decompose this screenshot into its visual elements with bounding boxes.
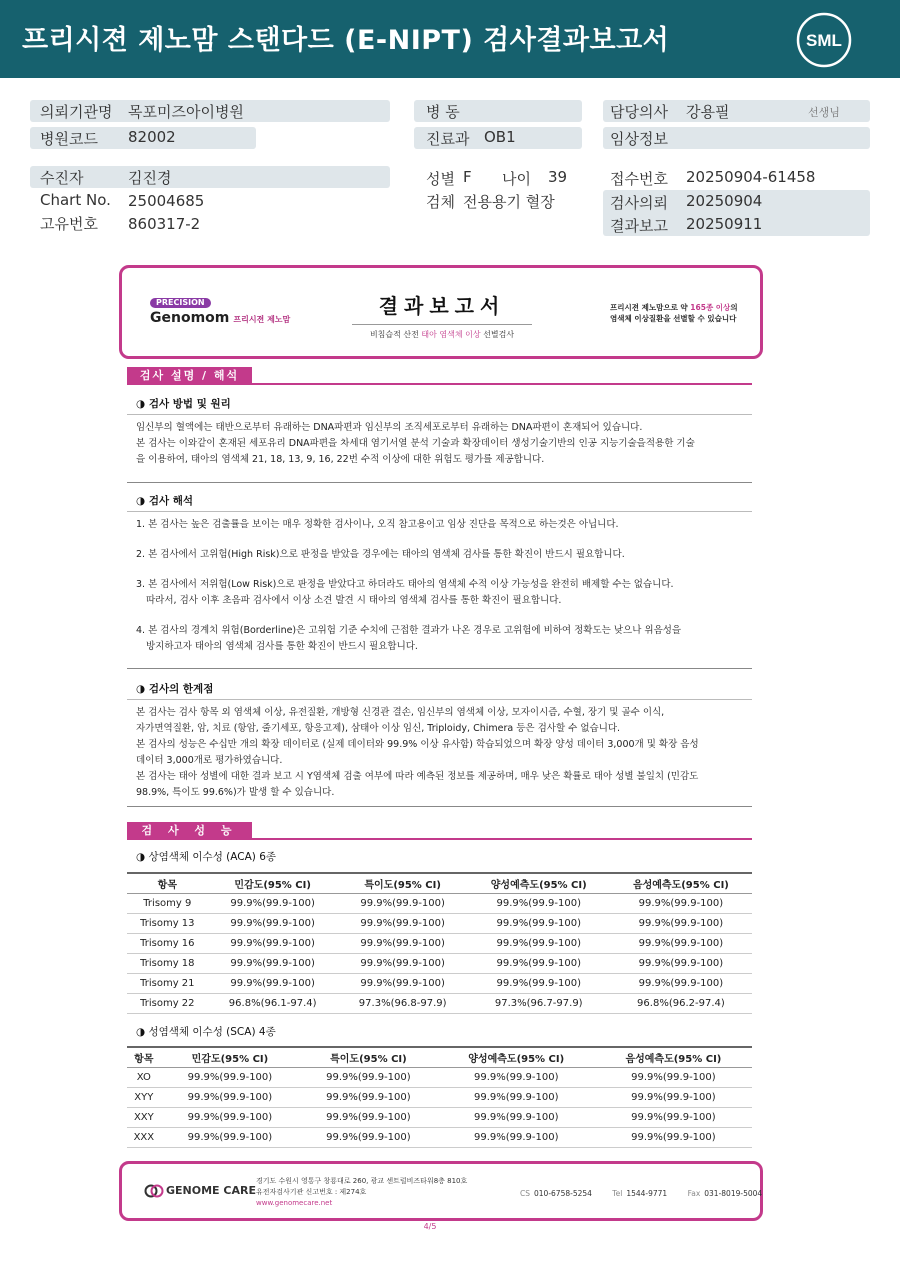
table-cell: 99.9%(99.9-100) [468, 953, 610, 973]
institution-value: 목포미즈아이병원 [128, 103, 244, 121]
interpretation-rule [127, 511, 752, 512]
table-cell: 99.9%(99.9-100) [468, 913, 610, 933]
coverage-note [610, 302, 760, 324]
text-span: 1544-9771 [626, 1189, 668, 1198]
text-line: 자가면역질환, 암, 치료 (항암, 줄기세포, 항응고제), 삼태아 이상 임신, Triploidy, Chimera 등은 검사할 수 없습니다. [136, 723, 621, 734]
table-cell: 99.9%(99.9-100) [610, 893, 752, 913]
age-label: 나이 [502, 170, 531, 188]
table-cell: 99.9%(99.9-100) [438, 1087, 595, 1107]
page-number: 4/5 [423, 1222, 437, 1231]
chart-value: 25004685 [128, 192, 205, 210]
result-report-subtitle [352, 324, 532, 340]
ward-label: 병 동 [426, 103, 460, 121]
report-date-value: 20250911 [686, 215, 763, 233]
text-line: 방지하고자 태아의 염색체 검사를 통한 확진이 반드시 필요합니다. [146, 641, 418, 652]
text-span: 의 [730, 303, 738, 312]
sca-performance-table [127, 1046, 752, 1148]
sml-logo-icon [796, 12, 852, 68]
interpretation-item-1: 1. 본 검사는 높은 검출률을 보이는 매우 정확한 검사이나, 오직 참고용이고 임상 진단을 목적으로 하는것은 아닙니다. [136, 519, 619, 530]
table-cell: Trisomy 16 [127, 933, 208, 953]
table-cell: 99.9%(99.9-100) [438, 1107, 595, 1127]
request-value: 20250904 [686, 192, 763, 210]
table-cell: Trisomy 13 [127, 913, 208, 933]
section-explanation-bar [127, 367, 752, 385]
genomom-logo [150, 310, 290, 326]
table-cell: 99.9%(99.9-100) [208, 913, 338, 933]
table-cell: XXX [127, 1127, 161, 1147]
table-cell: 99.9%(99.9-100) [338, 953, 468, 973]
method-rule [127, 414, 752, 415]
text-line: 98.9%, 특이도 99.6%)가 발생 할 수 있습니다. [136, 787, 335, 798]
sex-value: F [463, 168, 472, 186]
limitations-heading: ◑ 검사의 한계점 [136, 683, 214, 695]
text-line: 본 검사는 태아 성별에 대한 결과 보고 시 Y염색체 검출 여부에 따라 예측된 정보를 제공하며, 매우 낮은 확률로 태아 성별 불일치 (민감도 [136, 771, 699, 782]
table-cell: 96.8%(96.2-97.4) [610, 993, 752, 1013]
table-row [127, 1107, 752, 1127]
table-cell: 99.9%(99.9-100) [161, 1087, 299, 1107]
col-npv: 음성예측도(95% CI) [610, 873, 752, 893]
table-row [127, 933, 752, 953]
method-heading: ◑ 검사 방법 및 원리 [136, 398, 231, 410]
table-cell: 99.9%(99.9-100) [595, 1127, 752, 1147]
text-span: CS [520, 1189, 530, 1198]
report-date-label: 결과보고 [610, 217, 668, 235]
table-cell: 99.9%(99.9-100) [468, 893, 610, 913]
table-row [127, 893, 752, 913]
col-sensitivity: 민감도(95% CI) [208, 873, 338, 893]
table-cell: 99.9%(99.9-100) [208, 953, 338, 973]
limitations-text [136, 705, 748, 801]
aca-performance-table [127, 872, 752, 1014]
id-value: 860317-2 [128, 215, 201, 233]
dept-value: OB1 [484, 128, 516, 146]
chart-label: Chart No. [40, 191, 111, 209]
clinical-label: 임상정보 [610, 130, 668, 148]
interpretation-item-3 [136, 577, 748, 609]
text-line: 데이터 3,000개로 평가하였습니다. [136, 755, 283, 766]
text-line: 을 이용하여, 태아의 염색체 21, 18, 13, 9, 16, 22번 수적 이상에 대한 위험도 평가를 제공합니다. [136, 454, 545, 465]
col-item: 항목 [127, 1047, 161, 1067]
text-line: 4. 본 검사의 경계치 위험(Borderline)은 고위험 기준 수치에 근접한 결과가 나온 경우로 고위험에 비하여 정확도는 낮으나 위음성을 [136, 625, 682, 636]
section-explanation-tag: 검사 설명 / 해석 [127, 367, 252, 385]
method-end-rule [127, 482, 752, 483]
svg-text:SML: SML [806, 31, 842, 50]
interpretation-item-4 [136, 623, 748, 655]
company-url: www.genomecare.net [256, 1199, 333, 1207]
text-span: GENOME CARE [166, 1184, 256, 1197]
text-span: 031-8019-5004 [704, 1189, 763, 1198]
request-label: 검사의뢰 [610, 194, 668, 212]
text-span: Genomom [150, 310, 230, 326]
table-cell: 99.9%(99.9-100) [161, 1127, 299, 1147]
company-address [256, 1176, 467, 1209]
table-cell: Trisomy 9 [127, 893, 208, 913]
sca-heading: ◑ 성염색체 이수성 (SCA) 4종 [136, 1026, 276, 1038]
patient-value: 김진경 [128, 169, 172, 187]
table-cell: 99.9%(99.9-100) [595, 1107, 752, 1127]
table-cell: 99.9%(99.9-100) [610, 953, 752, 973]
specimen-value: 전용용기 혈장 [463, 193, 555, 211]
table-cell: 99.9%(99.9-100) [595, 1087, 752, 1107]
table-cell: 99.9%(99.9-100) [208, 893, 338, 913]
table-cell: 99.9%(99.9-100) [161, 1067, 299, 1087]
text-line: 유전자검사기관 신고번호 : 제274호 [256, 1188, 367, 1196]
table-cell: 99.9%(99.9-100) [299, 1107, 437, 1127]
col-sensitivity: 민감도(95% CI) [161, 1047, 299, 1067]
table-cell: 99.9%(99.9-100) [208, 973, 338, 993]
table-row [127, 1127, 752, 1147]
table-cell: 99.9%(99.9-100) [438, 1067, 595, 1087]
limitations-rule [127, 699, 752, 700]
text-span: 프리시젼 제노맘으로 약 [610, 303, 691, 312]
table-cell: 99.9%(99.9-100) [299, 1127, 437, 1147]
header-bar [0, 0, 900, 78]
col-ppv: 양성예측도(95% CI) [468, 873, 610, 893]
table-cell: 99.9%(99.9-100) [610, 933, 752, 953]
table-cell: 99.9%(99.9-100) [338, 913, 468, 933]
interpretation-end-rule [127, 668, 752, 669]
table-cell: 99.9%(99.9-100) [338, 933, 468, 953]
text-span: 비침습적 산전 [369, 330, 422, 339]
company-contact [520, 1189, 762, 1198]
table-cell: Trisomy 22 [127, 993, 208, 1013]
table-cell: 99.9%(99.9-100) [161, 1107, 299, 1127]
table-cell: Trisomy 21 [127, 973, 208, 993]
section-performance-tag: 검 사 성 능 [127, 822, 252, 840]
col-specificity: 특이도(95% CI) [299, 1047, 437, 1067]
interpretation-item-2: 2. 본 검사에서 고위험(High Risk)으로 판정을 받았을 경우에는 태아의 염색체 검사를 통한 확진이 반드시 필요합니다. [136, 549, 625, 560]
text-span: 염색체 이상질환을 선별할 수 있습니다 [610, 314, 737, 323]
table-cell: Trisomy 18 [127, 953, 208, 973]
dept-label: 진료과 [426, 130, 470, 148]
table-cell: XXY [127, 1107, 161, 1127]
limitations-end-rule [127, 806, 752, 807]
table-cell: 99.9%(99.9-100) [338, 973, 468, 993]
text-span: 165종 이상 [690, 303, 731, 312]
table-row [127, 973, 752, 993]
text-span: 태아 염색체 이상 [421, 330, 481, 339]
doctor-suffix: 선생님 [808, 106, 840, 119]
doctor-value: 강용필 [686, 103, 730, 121]
table-cell: 97.3%(96.7-97.9) [468, 993, 610, 1013]
text-line: 따라서, 검사 이후 초음파 검사에서 이상 소견 발견 시 태아의 염색체 검사를 통한 확진이 필요합니다. [146, 595, 562, 606]
report-header-card [119, 265, 763, 359]
table-cell: 97.3%(96.8-97.9) [338, 993, 468, 1013]
col-npv: 음성예측도(95% CI) [595, 1047, 752, 1067]
receipt-value: 20250904-61458 [686, 168, 816, 186]
col-item: 항목 [127, 873, 208, 893]
table-cell: XYY [127, 1087, 161, 1107]
table-cell: 99.9%(99.9-100) [468, 933, 610, 953]
table-cell: 99.9%(99.9-100) [299, 1067, 437, 1087]
table-cell: 99.9%(99.9-100) [208, 933, 338, 953]
text-span: Fax [687, 1189, 701, 1198]
table-cell: 99.9%(99.9-100) [595, 1067, 752, 1087]
table-row [127, 1067, 752, 1087]
table-row [127, 913, 752, 933]
table-cell: 99.9%(99.9-100) [438, 1127, 595, 1147]
text-line: 3. 본 검사에서 저위험(Low Risk)으로 판정을 받았다고 하더라도 태아의 염색체 수적 이상 가능성을 완전히 배제할 수는 없습니다. [136, 579, 674, 590]
table-cell: 99.9%(99.9-100) [338, 893, 468, 913]
hospital-code-value: 82002 [128, 128, 176, 146]
method-text [136, 420, 748, 468]
doctor-label: 담당의사 [610, 103, 668, 121]
table-cell: 99.9%(99.9-100) [468, 973, 610, 993]
text-span: 010-6758-5254 [534, 1189, 592, 1198]
text-line: 경기도 수원시 영통구 창룡대로 260, 광교 센트럴비즈타워8층 810호 [256, 1177, 468, 1185]
text-span: 프리시젼 제노맘 [233, 315, 291, 324]
table-header-row [127, 1047, 752, 1067]
footer-card [119, 1161, 763, 1221]
col-ppv: 양성예측도(95% CI) [438, 1047, 595, 1067]
text-span: 선별검사 [480, 330, 515, 339]
table-cell: 99.9%(99.9-100) [610, 973, 752, 993]
text-line: 임신부의 혈액에는 태반으로부터 유래하는 DNA파편과 임신부의 조직세포로부터 유래하는 DNA파편이 혼재되어 있습니다. [136, 422, 643, 433]
table-row [127, 1087, 752, 1107]
institution-label: 의뢰기관명 [40, 103, 113, 121]
sex-label: 성별 [426, 170, 455, 188]
table-cell: 99.9%(99.9-100) [610, 913, 752, 933]
text-line: 본 검사의 성능은 수십만 개의 확장 데이터로 (실제 데이터와 99.9% 이상 유사함) 학습되었으며 확장 양성 데이터 3,000개 및 확장 음성 [136, 739, 699, 750]
text-span: Tel [612, 1189, 623, 1198]
receipt-label: 접수번호 [610, 170, 668, 188]
genome-care-logo [144, 1184, 256, 1198]
table-header-row [127, 873, 752, 893]
pill-patient [30, 166, 390, 188]
report-title: 프리시젼 제노맘 스탠다드 (E-NIPT) 검사결과보고서 [22, 25, 670, 56]
hospital-code-label: 병원코드 [40, 130, 98, 148]
patient-label: 수진자 [40, 169, 84, 187]
aca-heading: ◑ 상염색체 이수성 (ACA) 6종 [136, 851, 277, 863]
interpretation-heading: ◑ 검사 해석 [136, 495, 194, 507]
specimen-label: 검체 [426, 193, 455, 211]
age-value: 39 [548, 168, 568, 186]
id-label: 고유번호 [40, 215, 98, 233]
text-line: 본 검사는 검사 항목 외 염색체 이상, 유전질환, 개방형 신경관 결손, 임신부의 염색체 이상, 모자이시즘, 수혈, 장기 및 골수 이식, [136, 707, 665, 718]
table-cell: 96.8%(96.1-97.4) [208, 993, 338, 1013]
table-cell: 99.9%(99.9-100) [299, 1087, 437, 1107]
table-cell: XO [127, 1067, 161, 1087]
table-row [127, 953, 752, 973]
result-report-title: 결과보고서 [378, 294, 506, 318]
precision-badge: PRECISION [150, 298, 211, 308]
section-performance-bar [127, 822, 752, 840]
col-specificity: 특이도(95% CI) [338, 873, 468, 893]
text-line: 본 검사는 이와같이 혼재된 세포유리 DNA파편을 차세대 염기서열 분석 기술과 확장데이터 생성기술기반의 인공 지능기술을적용한 기술 [136, 438, 695, 449]
genome-care-icon [144, 1184, 164, 1198]
table-row [127, 993, 752, 1013]
